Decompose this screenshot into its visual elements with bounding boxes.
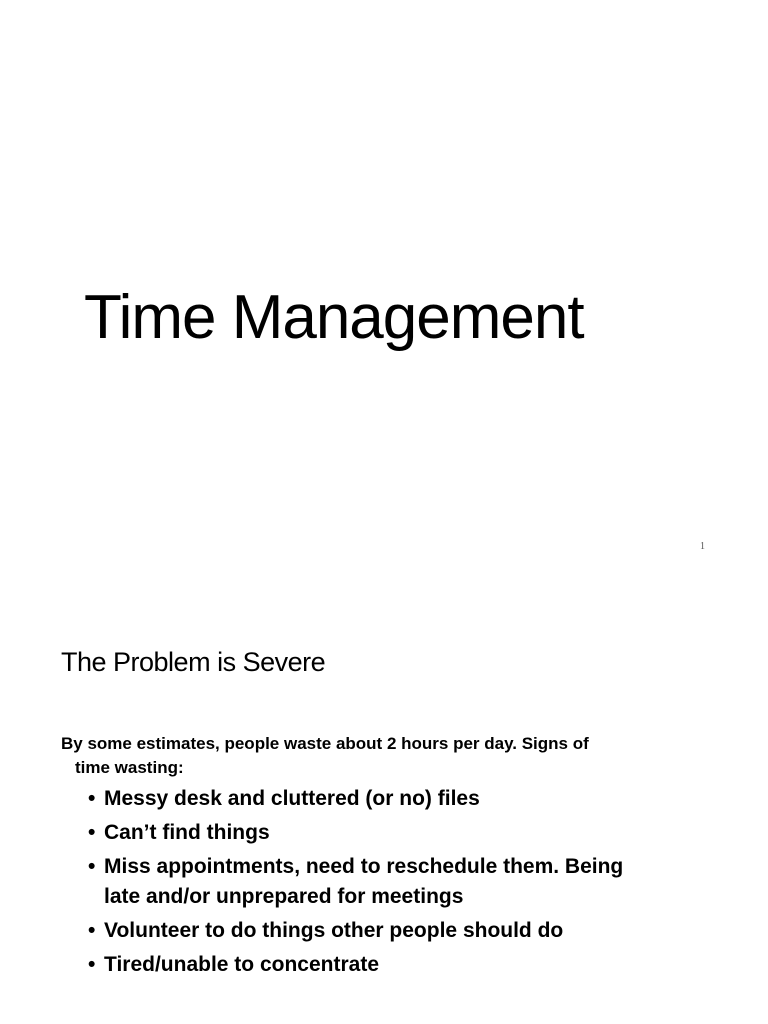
bullet-icon: • [88, 953, 96, 976]
bullet-icon: • [88, 919, 96, 942]
list-item [88, 818, 728, 848]
list-item-text: Tired/unable to concentrate [104, 953, 379, 976]
intro-line: time wasting: [75, 758, 184, 777]
intro-paragraph [61, 732, 701, 780]
bullet-list [88, 784, 728, 984]
bullet-icon: • [88, 855, 96, 878]
list-item [88, 916, 728, 946]
list-item-text: late and/or unprepared for meetings [104, 885, 464, 908]
list-item-text: Volunteer to do things other people should do [104, 919, 564, 942]
slide-title-heading: Time Management [84, 283, 584, 352]
list-item-text: Miss appointments, need to reschedule them. Being [104, 855, 624, 878]
list-item [88, 784, 728, 814]
bullet-icon: • [88, 787, 96, 810]
intro-line: By some estimates, people waste about 2 hours per day. Signs of [61, 734, 589, 753]
list-item-text: Can’t find things [104, 821, 270, 844]
slide-heading: The Problem is Severe [61, 647, 326, 677]
list-item-text: Messy desk and cluttered (or no) files [104, 787, 480, 810]
slide-problem [0, 576, 768, 1024]
list-item [88, 950, 728, 980]
slide-number: 1 [700, 541, 705, 552]
list-item [88, 852, 728, 912]
bullet-icon: • [88, 821, 96, 844]
